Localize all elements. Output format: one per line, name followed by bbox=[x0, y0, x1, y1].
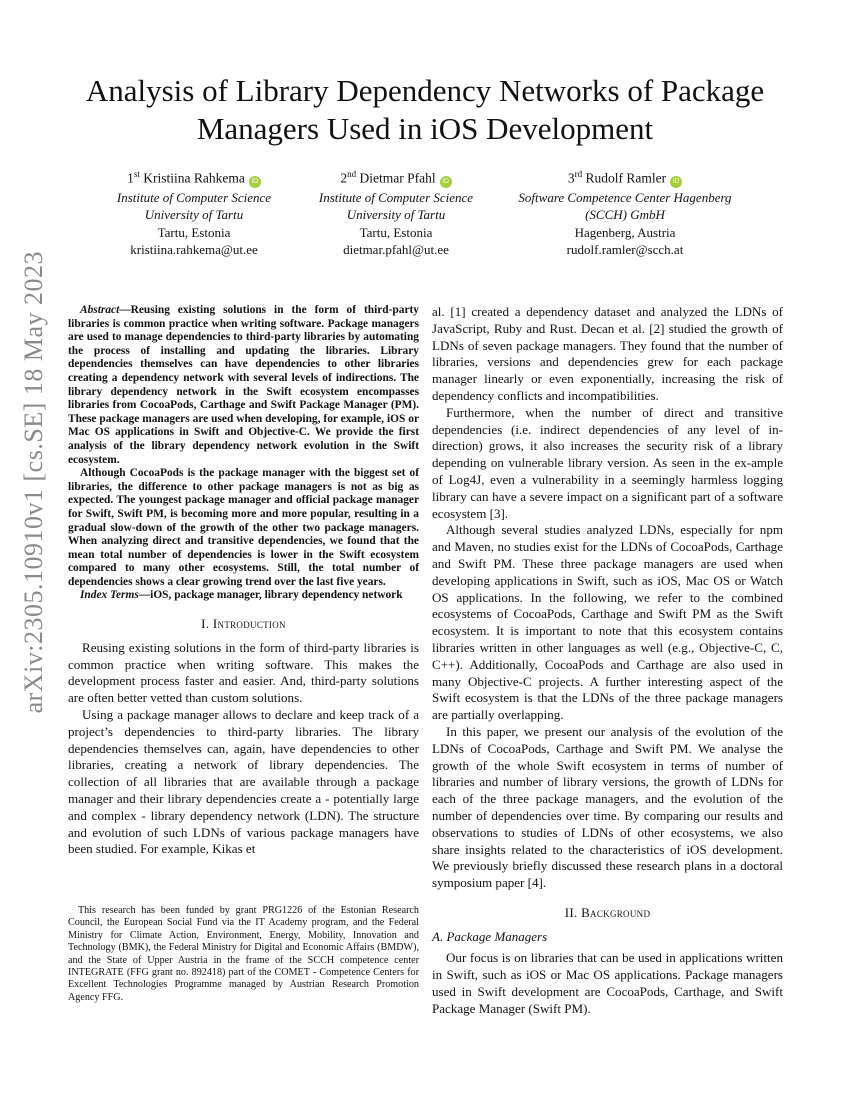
author-email: kristiina.rahkema@ut.ee bbox=[130, 242, 258, 257]
paragraph: al. [1] created a dependency dataset and analyzed the LDNs of JavaScript, Ruby and Rust. Decan et al. [2] studied the growth of LDNs of seven package managers. They found that the number of libraries, versions and dependencies grew for each package manager linearly or even exponentially, increasing the risk of dependency conflicts and incompatibilities. bbox=[432, 304, 783, 403]
author-ordinal: 3 bbox=[567, 170, 575, 186]
author-name: Dietmar Pfahl bbox=[359, 170, 436, 186]
author-email: rudolf.ramler@scch.at bbox=[566, 242, 684, 257]
author-email: dietmar.pfahl@ut.ee bbox=[343, 242, 449, 257]
author-block bbox=[0, 166, 850, 266]
author-affiliation: Institute of Computer Science bbox=[116, 189, 272, 205]
author-location: Tartu, Estonia bbox=[359, 224, 433, 240]
funding-footnote bbox=[68, 905, 419, 1004]
subsection-heading: A. Package Managers bbox=[432, 928, 548, 944]
author-ordinal-suffix: nd bbox=[347, 169, 357, 179]
paragraph: Reusing existing solutions in the form of third-party libraries is common practice when writing software. This makes the development process faster and easier. And, third-party solutions are often better vetted than custom solutions. bbox=[68, 639, 419, 706]
orcid-icon[interactable]: iD bbox=[440, 176, 452, 188]
arxiv-watermark bbox=[14, 250, 54, 714]
author-affiliation: Institute of Computer Science bbox=[318, 189, 474, 205]
paragraph: Although several studies analyzed LDNs, especially for npm and Maven, no studies exist for the LDNs of CocoaPods, Carthage and Swift PM. These three package managers are used when developing applications in Swift, such as iOS, Mac OS or Watch OS applications. In the following, we refer to the combined ecosystems of CocoaPods, Carthage and Swift PM as the Swift ecosystem. It is important to note that this ecosystem contains libraries written in other languages as well (e.g., Objective-C, C, C++). Additionally, CocoaPods and Carthage are also used in many Objective-C projects. A further interesting aspect of the Swift ecosystem is that the LDNs of the three package managers are partially overlapping. bbox=[432, 522, 783, 723]
author-name: Rudolf Ramler bbox=[585, 170, 667, 186]
author-affiliation: (SCCH) GmbH bbox=[585, 207, 665, 222]
right-column bbox=[432, 304, 783, 1018]
left-column bbox=[68, 304, 419, 858]
author-name: Kristiina Rahkema bbox=[143, 170, 245, 186]
author-affiliation: University of Tartu bbox=[144, 207, 244, 222]
abstract bbox=[68, 304, 419, 603]
section-heading-background: II. Background bbox=[564, 904, 651, 920]
author-ordinal: 1 bbox=[127, 170, 134, 186]
abstract-text: —Reusing existing solutions in the form of third-party libraries is common practice when writing software. Package managers are used to manage dependencies to third-party libraries by automating the process of installing and updating the libraries. Library dependencies themselves can have dependencies to other libraries creating a dependency network with several levels of indirections. The library dependency network in the Swift ecosystem encompasses libraries from CocoaPods, Carthage and Swift Package Manager (PM). These package managers are used when developing, for example, iOS or Mac OS applications in Swift and Objective-C. We provide the first analysis of the library dependency network evolution in the Swift ecosystem. bbox=[68, 304, 419, 466]
orcid-icon[interactable]: iD bbox=[249, 176, 261, 188]
paragraph: Furthermore, when the number of direct and transitive dependencies (i.e. indirect dependencies of any level of in-direction) grows, it also increases the security risk of a library depending on vulnerable library version. As seen in the ex-ample of Log4J, even a vulnerability in a seemingly harmless logging library can have a severe impact on a significant part of a software ecosystem [3]. bbox=[432, 404, 783, 521]
abstract-text-2: Although CocoaPods is the package manager with the biggest set of libraries, the difference to other package managers is not as big as expected. The youngest package manager and official package manager for Swift, Swift PM, is becoming more and more popular, resulting in a gradual slow-down of the growth of the other two package managers. When analyzing direct and transitive dependencies, we found that the mean total number of dependencies is lower in the Swift ecosystem compared to many other ecosystems. Still, the total number of dependencies shows a clear growing trend over the last five years. bbox=[68, 467, 419, 588]
author-ordinal-suffix: rd bbox=[574, 169, 583, 179]
author-location: Hagenberg, Austria bbox=[574, 224, 676, 240]
footnote-text: This research has been funded by grant PRG1226 of the Estonian Research Council, the European Social Fund via the IT Academy program, and the Federal Ministry for Climate Action, Environment, Energy, Mobility, Innovation and Technology (BMK), the Federal Ministry for Digital and Economic Affairs (BMDW), and the State of Upper Austria in the frame of the SCCH competence center INTEGRATE (FFG grant no. 892418) part of the COMET - Competence Centers for Excellent Technologies Programme managed by Austrian Research Promotion Agency FFG. bbox=[68, 905, 419, 1003]
orcid-icon[interactable]: iD bbox=[670, 176, 682, 188]
author-2 bbox=[300, 166, 492, 259]
arxiv-id: arXiv:2305.10910v1 [cs.SE] 18 May 2023 bbox=[19, 250, 48, 714]
section-heading-introduction: I. Introduction bbox=[201, 616, 286, 632]
index-terms-label: Index Terms bbox=[80, 589, 139, 602]
paragraph: Using a package manager allows to declare and keep track of a project’s dependencies to third-party libraries. The library dependencies themselves can, again, have dependencies to other libraries, creating a network of library dependencies. The collection of all libraries that are available through a package manager and their library dependencies create a - potentially large and complex - library dependency network (LDN). The structure and evolution of such LDNs of various package managers have been studied. For example, Kikas et bbox=[68, 707, 419, 857]
author-location: Tartu, Estonia bbox=[157, 224, 231, 240]
author-affiliation: University of Tartu bbox=[346, 207, 446, 222]
author-1 bbox=[98, 166, 290, 259]
index-terms: —iOS, package manager, library dependency network bbox=[138, 589, 403, 602]
paper-title: Analysis of Library Dependency Networks of Package Managers Used in iOS Development bbox=[85, 73, 765, 146]
abstract-label: Abstract bbox=[80, 304, 120, 316]
author-3 bbox=[505, 166, 745, 259]
author-ordinal: 2 bbox=[340, 170, 348, 186]
paragraph: Our focus is on libraries that can be used in applications written in Swift, such as iOS or Mac OS applications. Package managers used in Swift development are CocoaPods, Carthage, and Swift Package Manager (Swift PM). bbox=[432, 950, 783, 1016]
author-ordinal-suffix: st bbox=[133, 169, 140, 179]
author-affiliation: Software Competence Center Hagenberg bbox=[518, 189, 732, 205]
paragraph: In this paper, we present our analysis of the evolution of the LDNs of CocoaPods, Carthage and Swift PM. We analyse the growth of the whole Swift ecosystem in terms of number of libraries and number of library versions, the growth of LDNs for each of the three package managers, and the evolution of the number of dependencies over time. By comparing our results and observations to studies of LDNs of other ecosystems, we also share insights related to the characteristics of iOS development. We previously briefly discussed these research plans in a doctoral symposium paper [4]. bbox=[432, 723, 783, 891]
